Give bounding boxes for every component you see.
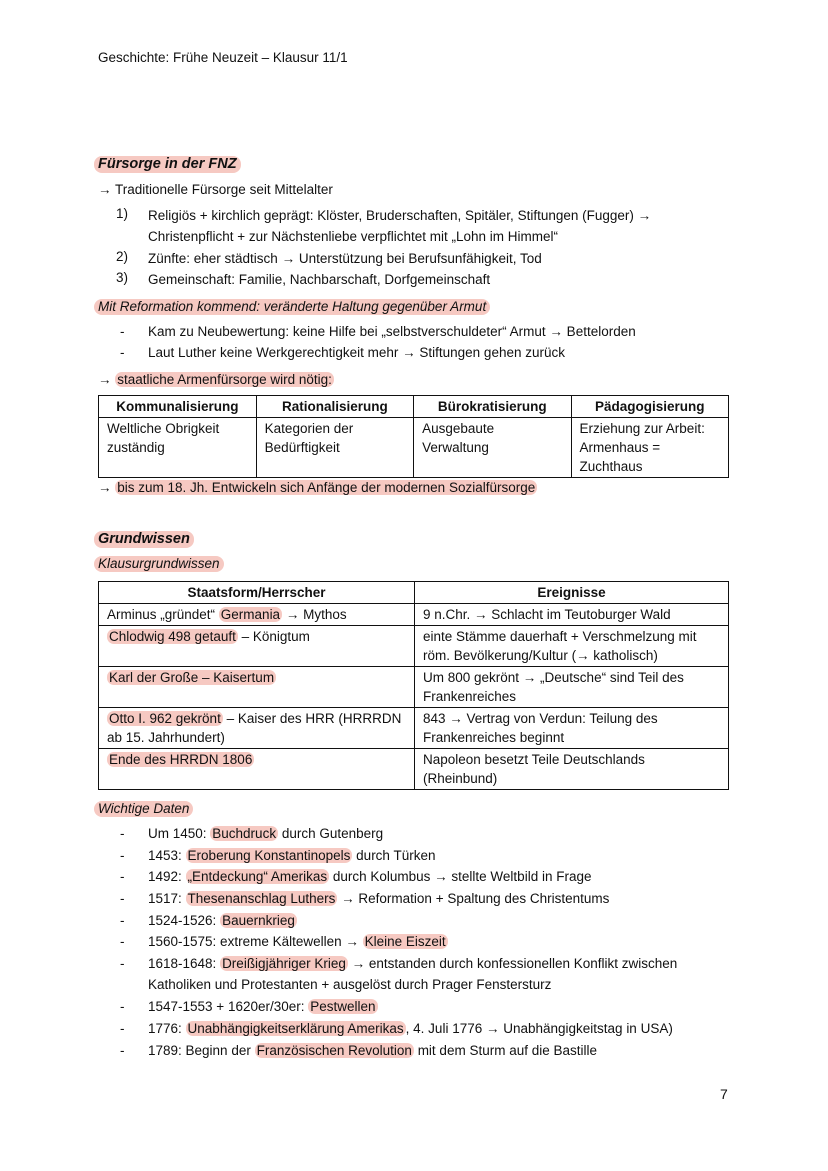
bullet-dash: - bbox=[120, 826, 125, 841]
table-row bbox=[99, 708, 729, 749]
bullet-dash: - bbox=[120, 848, 125, 863]
page-number: 7 bbox=[720, 1086, 728, 1102]
table-cell: Erziehung zur Arbeit: Armenhaus = Zuchthaus bbox=[571, 418, 729, 478]
bullet-item: Laut Luther keine Werkgerechtigkeit mehr → Stiftungen gehen zurück bbox=[148, 345, 565, 360]
list-number: 1) bbox=[115, 206, 128, 221]
section-title-fuersorge: Fürsorge in der FNZ bbox=[94, 156, 241, 172]
table-cell: Weltliche Obrigkeit zuständig bbox=[99, 418, 257, 478]
list-number: 3) bbox=[115, 270, 128, 285]
date-item: 1453: Eroberung Konstantinopels durch Türken bbox=[148, 848, 436, 863]
bullet-dash: - bbox=[120, 956, 125, 971]
bullet-dash: - bbox=[120, 324, 125, 339]
subtitle-klausurgrundwissen: Klausurgrundwissen bbox=[94, 554, 224, 574]
bullet-dash: - bbox=[120, 934, 125, 949]
table-cell: einte Stämme dauerhaft + Verschmelzung mit röm. Bevölkerung/Kultur (→ katholisch) bbox=[415, 626, 729, 667]
bullet-dash: - bbox=[120, 999, 125, 1014]
table-cell: 843 → Vertrag von Verdun: Teilung des Frankenreiches beginnt bbox=[415, 708, 729, 749]
list-item-3: Gemeinschaft: Familie, Nachbarschaft, Dorfgemeinschaft bbox=[148, 272, 491, 287]
date-item-continuation: Katholiken und Protestanten + ausgelöst durch Prager Fenstersturz bbox=[148, 977, 552, 992]
table-cell: Karl der Große – Kaisertum bbox=[99, 667, 415, 708]
fuersorge-table bbox=[98, 395, 729, 478]
subtitle-wichtige-daten: Wichtige Daten bbox=[94, 799, 193, 819]
table-header: Kommunalisierung bbox=[99, 396, 257, 418]
table-header: Bürokratisierung bbox=[414, 396, 571, 418]
bullet-dash: - bbox=[120, 891, 125, 906]
table-cell: Kategorien der Bedürftigkeit bbox=[256, 418, 413, 478]
bullet-dash: - bbox=[120, 345, 125, 360]
list-item-1-line2: Christenpflicht + zur Nächstenliebe verpflichtet mit „Lohn im Himmel“ bbox=[148, 229, 559, 244]
table-cell: Chlodwig 498 getauft – Königtum bbox=[99, 626, 415, 667]
table-cell: Napoleon besetzt Teile Deutschlands (Rheinbund) bbox=[415, 749, 729, 790]
grundwissen-table bbox=[98, 581, 729, 790]
list-item-1-line1: Religiös + kirchlich geprägt: Klöster, Bruderschaften, Spitäler, Stiftungen (Fugger) → bbox=[148, 208, 652, 223]
date-item: 1517: Thesenanschlag Luthers → Reformation + Spaltung des Christentums bbox=[148, 891, 610, 906]
table-cell: Otto I. 962 gekrönt – Kaiser des HRR (HRRRDN ab 15. Jahrhundert) bbox=[99, 708, 415, 749]
list-item-2: Zünfte: eher städtisch → Unterstützung bei Berufsunfähigkeit, Tod bbox=[148, 251, 542, 266]
table-cell: 9 n.Chr. → Schlacht im Teutoburger Wald bbox=[415, 604, 729, 626]
conclusion-line: → bis zum 18. Jh. Entwickeln sich Anfänge der modernen Sozialfürsorge bbox=[98, 480, 536, 495]
date-item: Um 1450: Buchdruck durch Gutenberg bbox=[148, 826, 384, 841]
bullet-dash: - bbox=[120, 1021, 125, 1036]
page-header: Geschichte: Frühe Neuzeit – Klausur 11/1 bbox=[98, 50, 348, 65]
table-cell: Um 800 gekrönt → „Deutsche“ sind Teil des Frankenreiches bbox=[415, 667, 729, 708]
subheading-reformation: Mit Reformation kommend: veränderte Haltung gegenüber Armut bbox=[94, 297, 490, 317]
date-item: 1789: Beginn der Französischen Revolution mit dem Sturm auf die Bastille bbox=[148, 1043, 598, 1058]
date-item: 1776: Unabhängigkeitserklärung Amerikas , 4. Juli 1776 → Unabhängigkeitstag in USA) bbox=[148, 1021, 673, 1036]
section-title-grundwissen: Grundwissen bbox=[94, 531, 194, 547]
date-item: 1560-1575: extreme Kältewellen → Kleine Eiszeit bbox=[148, 934, 446, 949]
date-item: 1547-1553 + 1620er/30er: Pestwellen bbox=[148, 999, 376, 1014]
table-cell: Arminus „gründet“ Germania → Mythos bbox=[99, 604, 415, 626]
table-cell: Ausgebaute Verwaltung bbox=[414, 418, 571, 478]
bullet-dash: - bbox=[120, 913, 125, 928]
bullet-dash: - bbox=[120, 1043, 125, 1058]
bullet-item: Kam zu Neubewertung: keine Hilfe bei „selbstverschuldeter“ Armut → Bettelorden bbox=[148, 324, 636, 339]
date-item: 1492: „Entdeckung“ Amerikas durch Kolumbus → stellte Weltbild in Frage bbox=[148, 869, 592, 884]
table-row bbox=[99, 667, 729, 708]
table-row bbox=[99, 749, 729, 790]
table-header: Rationalisierung bbox=[256, 396, 413, 418]
date-item: 1618-1648: Dreißigjähriger Krieg → entstanden durch konfessionellen Konflikt zwischen bbox=[148, 956, 678, 971]
bullet-dash: - bbox=[120, 869, 125, 884]
table-header: Staatsform/Herrscher bbox=[99, 582, 415, 604]
table-header: Pädagogisierung bbox=[571, 396, 729, 418]
state-line: → staatliche Armenfürsorge wird nötig: bbox=[98, 372, 332, 387]
date-item: 1524-1526: Bauernkrieg bbox=[148, 913, 295, 928]
table-cell: Ende des HRRDN 1806 bbox=[99, 749, 415, 790]
table-row bbox=[99, 604, 729, 626]
table-header: Ereignisse bbox=[415, 582, 729, 604]
table-row bbox=[99, 626, 729, 667]
intro-line: → Traditionelle Fürsorge seit Mittelalter bbox=[98, 182, 333, 197]
list-number: 2) bbox=[115, 249, 128, 264]
